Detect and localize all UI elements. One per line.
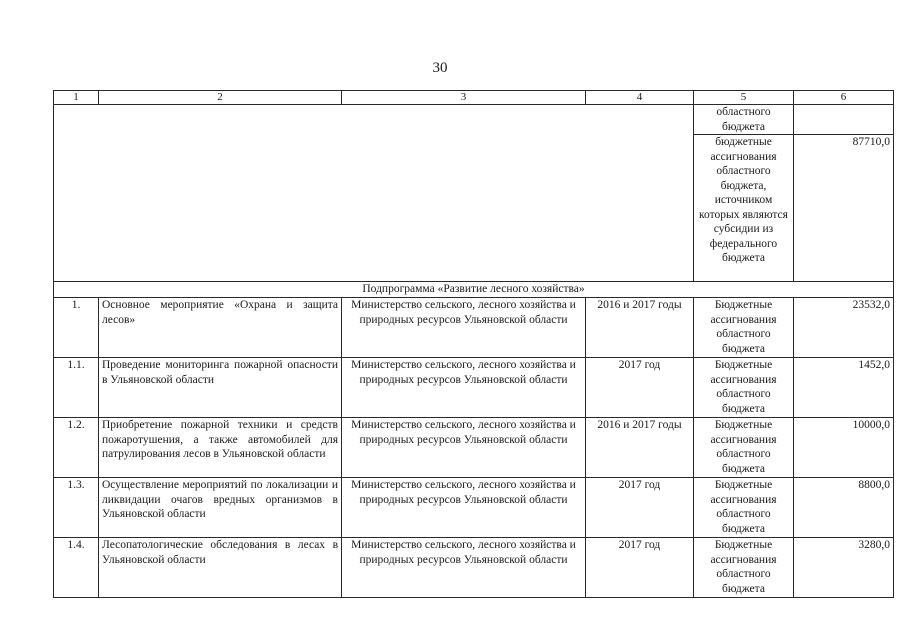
period-cell: 2017 год <box>586 538 694 598</box>
table-row <box>54 538 894 598</box>
amount-cell: 10000,0 <box>794 418 894 478</box>
row-number: 1.3. <box>54 478 99 538</box>
executor-cell: Министерство сельского, лесного хозяйства и природных ресурсов Ульяновской области <box>342 418 586 478</box>
funding-source-cell: Бюджетные ассигнования областного бюджета <box>694 298 794 358</box>
row-number: 1. <box>54 298 99 358</box>
activity-cell: Основное мероприятие «Охрана и защита лесов» <box>99 298 342 358</box>
subprogram-title: Подпрограмма «Развитие лесного хозяйства» <box>54 282 894 298</box>
funding-source-cell: Бюджетные ассигнования областного бюджета <box>694 538 794 598</box>
budget-table <box>53 90 894 598</box>
continuation-row <box>54 105 894 135</box>
column-header: 5 <box>694 91 794 105</box>
amount-cell: 3280,0 <box>794 538 894 598</box>
funding-source-cell: Бюджетные ассигнования областного бюджета <box>694 358 794 418</box>
executor-cell: Министерство сельского, лесного хозяйства и природных ресурсов Ульяновской области <box>342 358 586 418</box>
empty-merged-cell <box>54 105 694 282</box>
executor-cell: Министерство сельского, лесного хозяйства и природных ресурсов Ульяновской области <box>342 538 586 598</box>
funding-source-cell: бюджетные ассигнования областного бюджета, источником которых являются субсидии из федерального бюджета <box>694 135 794 282</box>
funding-source-cell: областного бюджета <box>694 105 794 135</box>
row-number: 1.4. <box>54 538 99 598</box>
row-number: 1.2. <box>54 418 99 478</box>
executor-cell: Министерство сельского, лесного хозяйства и природных ресурсов Ульяновской области <box>342 478 586 538</box>
period-cell: 2017 год <box>586 478 694 538</box>
table-row <box>54 298 894 358</box>
column-header: 1 <box>54 91 99 105</box>
activity-cell: Лесопатологические обследования в лесах в Ульяновской области <box>99 538 342 598</box>
column-header: 6 <box>794 91 894 105</box>
subprogram-row <box>54 282 894 298</box>
activity-cell: Приобретение пожарной техники и средств пожаротушения, а также автомобилей для патрулирования лесов в Ульяновской области <box>99 418 342 478</box>
activity-cell: Проведение мониторинга пожарной опасности в Ульяновской области <box>99 358 342 418</box>
page-number: 30 <box>432 60 448 76</box>
funding-source-cell: Бюджетные ассигнования областного бюджета <box>694 418 794 478</box>
column-header: 3 <box>342 91 586 105</box>
header-row <box>54 91 894 105</box>
row-number: 1.1. <box>54 358 99 418</box>
period-cell: 2016 и 2017 годы <box>586 298 694 358</box>
table-row <box>54 358 894 418</box>
amount-cell <box>794 105 894 135</box>
table-row <box>54 418 894 478</box>
column-header: 4 <box>586 91 694 105</box>
funding-source-cell: Бюджетные ассигнования областного бюджета <box>694 478 794 538</box>
amount-cell: 8800,0 <box>794 478 894 538</box>
period-cell: 2017 год <box>586 358 694 418</box>
column-header: 2 <box>99 91 342 105</box>
table-row <box>54 478 894 538</box>
executor-cell: Министерство сельского, лесного хозяйства и природных ресурсов Ульяновской области <box>342 298 586 358</box>
activity-cell: Осуществление мероприятий по локализации и ликвидации очагов вредных организмов в Ульяновской области <box>99 478 342 538</box>
period-cell: 2016 и 2017 годы <box>586 418 694 478</box>
amount-cell: 23532,0 <box>794 298 894 358</box>
amount-cell: 1452,0 <box>794 358 894 418</box>
amount-cell: 87710,0 <box>794 135 894 282</box>
